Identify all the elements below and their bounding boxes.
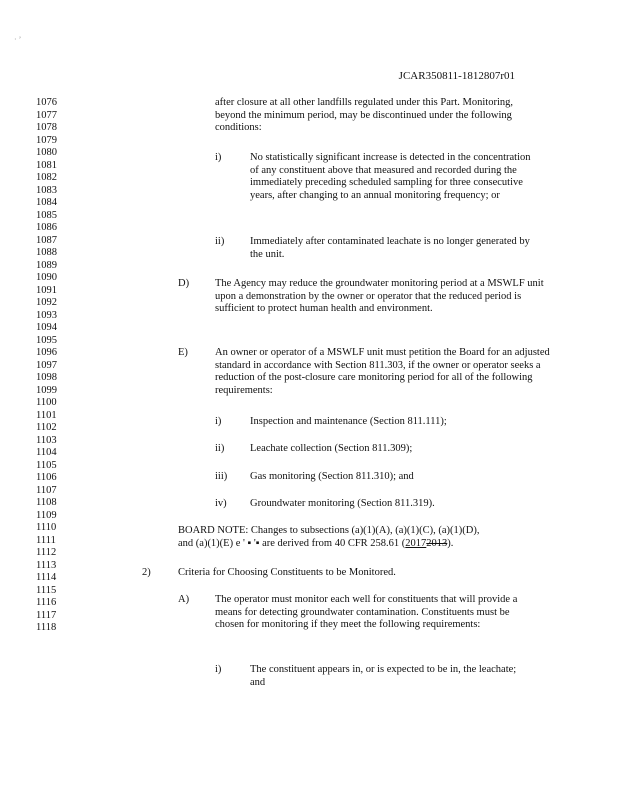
item-A-label: A) <box>178 594 190 605</box>
line-number: 1080 <box>36 147 57 158</box>
line-number: 1108 <box>36 497 57 508</box>
line-number: 1106 <box>36 472 57 483</box>
board-note-inserted-year: 2017 <box>405 537 427 549</box>
line-number: 1090 <box>36 272 57 283</box>
board-note-garbled: e ' ▪ '▪ <box>235 537 260 549</box>
line-number: 1100 <box>36 397 57 408</box>
sub-ii-text: Leachate collection (Section 811.309); <box>250 443 413 454</box>
item-E-text: An owner or operator of a MSWLF unit must petition the Board for an adjusted standard in accordance with Section 811.303, if the owner or operator seeks a reduction of the post-closure care monitoring period for all of the following requirements: <box>215 347 550 396</box>
line-number: 1084 <box>36 197 57 208</box>
line-number: 1101 <box>36 409 57 421</box>
item-A-i-text: The constituent appears in, or is expected to be in, the leachate; and <box>250 664 517 688</box>
line-number: 1094 <box>36 322 57 333</box>
line-number: 1083 <box>36 184 57 196</box>
sub-i-label: i) <box>215 416 222 427</box>
line-number: 1098 <box>36 372 57 383</box>
board-note-line1: BOARD NOTE: Changes to subsections (a)(1)(A), (a)(1)(C), (a)(1)(D), <box>178 525 480 536</box>
line-number: 1114 <box>36 572 57 583</box>
item-E-label: E) <box>178 347 188 358</box>
line-number: 1092 <box>36 297 57 308</box>
line-number: 1089 <box>36 259 57 271</box>
line-number: 1096 <box>36 347 57 358</box>
line-number: 1107 <box>36 484 57 496</box>
line-number: 1091 <box>36 284 57 296</box>
line-number: 1097 <box>36 359 57 371</box>
line-number: 1099 <box>36 384 57 396</box>
line-number: 1077 <box>36 109 57 121</box>
line-number: 1110 <box>36 522 57 533</box>
line-number: 1076 <box>36 97 57 108</box>
document-id: JCAR350811-1812807r01 <box>398 70 515 82</box>
board-note-deleted-year: 2013 <box>426 537 448 549</box>
line-number: 1113 <box>36 559 57 571</box>
line-number: 1103 <box>36 434 57 446</box>
item-D-text: The Agency may reduce the groundwater monitoring period at a MSWLF unit upon a demonstration by the owner or operator that the reduced period is sufficient to protect human health and environment. <box>215 278 544 314</box>
line-number: 1117 <box>36 609 57 621</box>
sub-iv-label: iv) <box>215 498 227 509</box>
line-number-column <box>36 97 76 635</box>
sub-iii-text: Gas monitoring (Section 811.310); and <box>250 471 414 482</box>
sub-ii-label: ii) <box>215 443 225 454</box>
sub-iii-label: iii) <box>215 471 228 482</box>
board-note-line2-start: and (a)(1)(E) <box>178 537 234 549</box>
line-number: 1088 <box>36 247 57 258</box>
line-number: 1105 <box>36 459 57 471</box>
item-ii-text: Immediately after contaminated leachate is no longer generated by the unit. <box>250 236 530 260</box>
line-number: 1109 <box>36 509 57 521</box>
board-note-line2 <box>178 538 558 551</box>
scan-speck: · ’ <box>14 35 22 44</box>
item-2-text: Criteria for Choosing Constituents to be Monitored. <box>178 567 396 578</box>
item-i-label: i) <box>215 152 222 163</box>
sub-i-text: Inspection and maintenance (Section 811.111); <box>250 416 447 427</box>
line-number: 1082 <box>36 172 57 183</box>
sub-iv-text: Groundwater monitoring (Section 811.319). <box>250 498 435 509</box>
item-A-text: The operator must monitor each well for constituents that will provide a means for detecting groundwater contamination. Constituents must be chosen for monitoring if they meet the following requirements: <box>215 594 518 630</box>
item-D-label: D) <box>178 278 190 289</box>
line-number: 1116 <box>36 597 57 608</box>
line-number: 1093 <box>36 309 57 321</box>
board-note-line2-mid: are derived from 40 CFR 258.61 ( <box>262 537 406 549</box>
line-number: 1115 <box>36 584 57 596</box>
item-2-label: 2) <box>142 567 151 578</box>
line-number: 1078 <box>36 122 57 133</box>
intro-paragraph: after closure at all other landfills regulated under this Part. Monitoring, beyond the minimum period, may be discontinued under the following conditions: <box>215 97 513 133</box>
line-number: 1086 <box>36 222 57 233</box>
line-number: 1112 <box>36 547 57 558</box>
board-note <box>178 525 558 550</box>
line-number: 1111 <box>36 534 56 546</box>
board-note-close: ). <box>447 537 454 549</box>
line-number: 1095 <box>36 334 57 346</box>
item-ii-label: ii) <box>215 236 225 247</box>
line-number: 1085 <box>36 209 57 221</box>
item-i-text: No statistically significant increase is detected in the concentration of any constituent above that measured and recorded during the immediately preceding scheduled sampling for three consecutive years, after changing to an annual monitoring frequency; or <box>250 152 531 201</box>
line-number: 1118 <box>36 622 57 633</box>
line-number: 1102 <box>36 422 57 433</box>
line-number: 1104 <box>36 447 57 458</box>
item-A-i-label: i) <box>215 664 222 675</box>
line-number: 1081 <box>36 159 57 171</box>
line-number: 1087 <box>36 234 57 246</box>
line-number: 1079 <box>36 134 57 146</box>
